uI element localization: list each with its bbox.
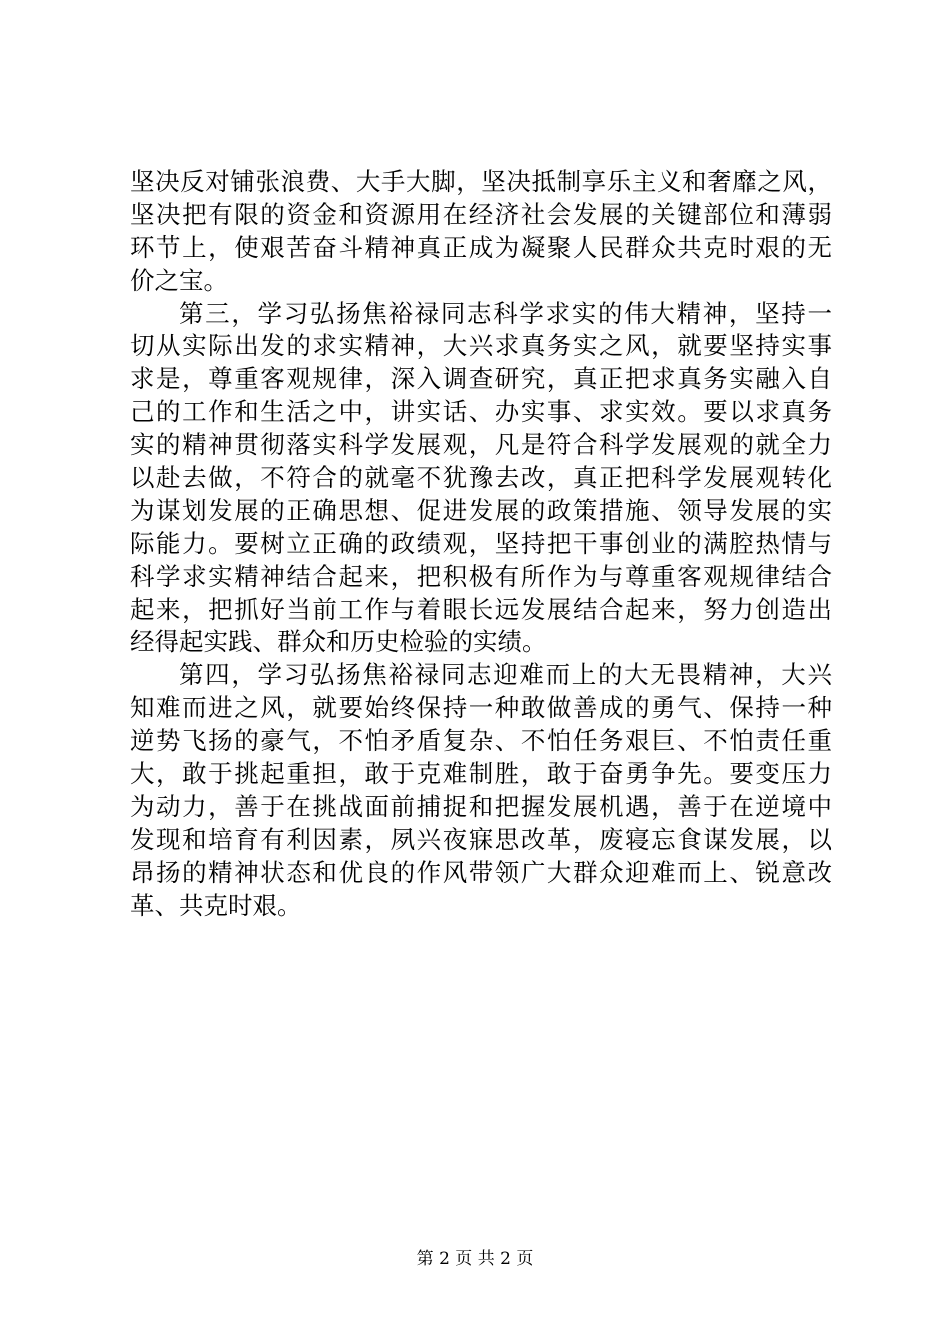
page-number-footer: 第 2 页 共 2 页 [416,1249,534,1269]
paragraph-3-line-4: 大，敢于挑起重担，敢于克难制胜，敢于奋勇争先。要变压力 [130,759,832,789]
paragraph-2-line-11: 经得起实践、群众和历史检验的实绩。 [130,627,547,657]
paragraph-3-line-8: 革、共克时艰。 [130,890,302,920]
document-body [130,166,832,922]
paragraph-3-line-5: 为动力，善于在挑战面前捕捉和把握发展机遇，善于在逆境中 [130,791,832,821]
paragraph-1-line-3: 环节上，使艰苦奋斗精神真正成为凝聚人民群众共克时艰的无 [130,232,832,262]
paragraph-2-line-1: 第三，学习弘扬焦裕禄同志科学求实的伟大精神，坚持一 [179,298,832,328]
paragraph-2-line-2: 切从实际出发的求实精神，大兴求真务实之风，就要坚持实事 [130,331,832,361]
paragraph-2-line-9: 科学求实精神结合起来，把积极有所作为与尊重客观规律结合 [130,561,832,591]
paragraph-2-line-6: 以赴去做，不符合的就毫不犹豫去改，真正把科学发展观转化 [130,463,832,493]
paragraph-3-line-7: 昂扬的精神状态和优良的作风带领广大群众迎难而上、锐意改 [130,857,832,887]
paragraph-2-line-7: 为谋划发展的正确思想、促进发展的政策措施、领导发展的实 [130,495,832,525]
paragraph-3-line-1: 第四，学习弘扬焦裕禄同志迎难而上的大无畏精神，大兴 [179,660,832,690]
paragraph-2-line-10: 起来，把抓好当前工作与着眼长远发展结合起来，努力创造出 [130,594,832,624]
paragraph-3-line-3: 逆势飞扬的豪气，不怕矛盾复杂、不怕任务艰巨、不怕责任重 [130,726,832,756]
paragraph-1-line-2: 坚决把有限的资金和资源用在经济社会发展的关键部位和薄弱 [130,199,832,229]
paragraph-3-line-6: 发现和培育有利因素，夙兴夜寐思改革，废寝忘食谋发展，以 [130,824,832,854]
paragraph-1-line-1: 坚决反对铺张浪费、大手大脚，坚决抵制享乐主义和奢靡之风， [130,167,832,196]
paragraph-1-line-4: 价之宝。 [130,265,228,295]
paragraph-2-line-8: 际能力。要树立正确的政绩观，坚持把干事创业的满腔热情与 [130,528,832,558]
paragraph-2-line-3: 求是，尊重客观规律，深入调查研究，真正把求真务实融入自 [130,364,832,394]
paragraph-2-line-4: 己的工作和生活之中，讲实话、办实事、求实效。要以求真务 [130,397,832,427]
paragraph-2-line-5: 实的精神贯彻落实科学发展观，凡是符合科学发展观的就全力 [130,430,832,460]
paragraph-3-line-2: 知难而进之风，就要始终保持一种敢做善成的勇气、保持一种 [130,693,832,723]
